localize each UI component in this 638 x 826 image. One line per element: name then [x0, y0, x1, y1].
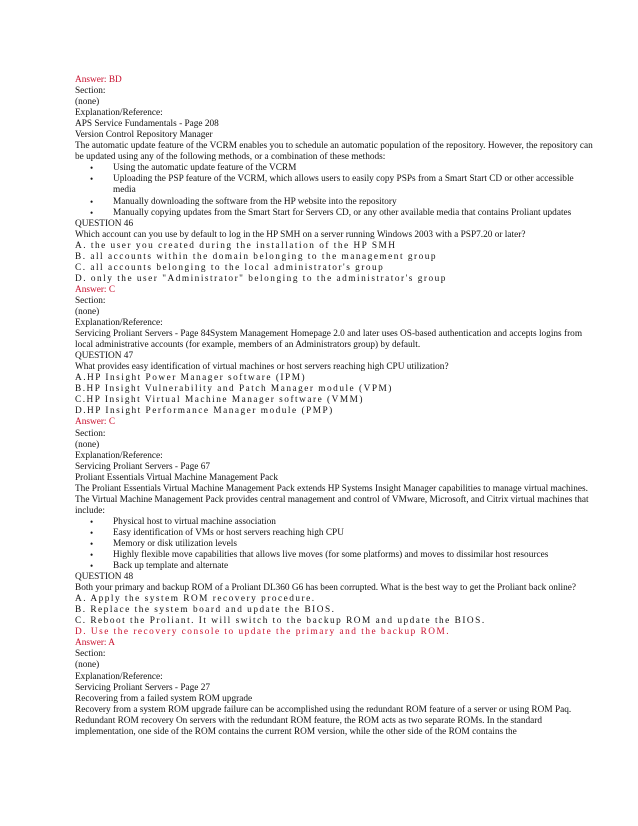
answer-option: A.HP Insight Power Manager software (IPM) — [75, 373, 307, 384]
section-value: (none) — [75, 439, 100, 450]
question-title: QUESTION 46 — [75, 218, 134, 229]
section-label: Section: — [75, 86, 106, 97]
bullet-list — [75, 163, 598, 218]
bullet-list — [75, 517, 598, 572]
answer-option: A. the user you created during the installation of the HP SMH — [75, 240, 397, 251]
answer-option: A. Apply the system ROM recovery procedure. — [75, 594, 316, 605]
answer-option: B. all accounts within the domain belonging to the management group — [75, 251, 438, 262]
explanation-paragraph: Recovery from a system ROM upgrade failure can be accomplished using the redundant ROM feature of a server or using ROM Paq. Redundant ROM recovery On servers with the redundant ROM feature, the ROM acts as two separate ROMs. In the standard implementation, one side of the ROM contains the current ROM version, while the other side of the ROM contains the — [75, 704, 572, 737]
bullet-icon: • — [90, 516, 94, 527]
explanation-label: Explanation/Reference: — [75, 450, 163, 461]
explanation-paragraph: The automatic update feature of the VCRM enables you to schedule an automatic population of the repository. However, the repository can be updated using any of the following methods, or a combination of these methods: — [75, 141, 593, 163]
section-label: Section: — [75, 428, 106, 439]
explanation-paragraph: The Proliant Essentials Virtual Machine Management Pack extends HP Systems Insight Manager capabilities to manage virtual machines. The Virtual Machine Management Pack provides central management and control of VMware, Microsoft, and Citrix virtual machines that include: — [75, 483, 589, 516]
answer-option: B.HP Insight Vulnerability and Patch Manager module (VPM) — [75, 384, 393, 395]
list-item: • Manually copying updates from the Smart Start for Servers CD, or any other available media that contains Proliant updates — [90, 207, 572, 218]
bullet-icon: • — [90, 163, 94, 174]
answer-option: D. only the user "Administrator" belonging to the administrator's group — [75, 273, 447, 284]
answer-option: B. Replace the system board and update the BIOS. — [75, 605, 336, 616]
explanation-paragraph: Servicing Proliant Servers - Page 84System Management Homepage 2.0 and later uses OS-based authentication and accepts logins from local administrative accounts (for example, members of an Administrators group) by default. — [75, 329, 583, 351]
bullet-icon: • — [90, 527, 94, 538]
answer-label: Answer: C — [75, 417, 116, 428]
answer-label: Answer: BD — [75, 75, 122, 85]
bullet-icon: • — [90, 550, 94, 561]
bullet-icon: • — [90, 196, 94, 207]
reference-line: Recovering from a failed system ROM upgrade — [75, 693, 253, 704]
list-item: • Highly flexible move capabilities that allows live moves (for some platforms) and moves to dissimilar host resources — [90, 550, 549, 561]
answer-option: C.HP Insight Virtual Machine Manager software (VMM) — [75, 395, 364, 406]
explanation-label: Explanation/Reference: — [75, 108, 163, 119]
answer-label: Answer: A — [75, 638, 116, 649]
bullet-icon: • — [90, 538, 94, 549]
reference-line: Servicing Proliant Servers - Page 67 — [75, 461, 211, 472]
reference-line: APS Service Fundamentals - Page 208 — [75, 119, 219, 130]
list-item: • Using the automatic update feature of the VCRM — [90, 163, 297, 174]
section-value: (none) — [75, 306, 100, 317]
question-text: Which account can you use by default to log in the HP SMH on a server running Windows 2003 with a PSP7.20 or later? — [75, 229, 526, 240]
answer-option: C. Reboot the Proliant. It will switch to the backup ROM and update the BIOS. — [75, 616, 486, 627]
section-label: Section: — [75, 295, 106, 306]
explanation-label: Explanation/Reference: — [75, 671, 163, 682]
explanation-label: Explanation/Reference: — [75, 318, 163, 329]
question-text: Both your primary and backup ROM of a Proliant DL360 G6 has been corrupted. What is the best way to get the Proliant back online? — [75, 583, 576, 594]
bullet-icon: • — [90, 561, 94, 572]
question-title: QUESTION 48 — [75, 572, 134, 583]
answer-option: D.HP Insight Performance Manager module (PMP) — [75, 406, 334, 417]
section-label: Section: — [75, 649, 106, 660]
list-item: • Manually downloading the software from the HP website into the repository — [90, 196, 397, 207]
reference-line: Servicing Proliant Servers - Page 27 — [75, 682, 211, 693]
question-title: QUESTION 47 — [75, 351, 134, 362]
reference-line: Version Control Repository Manager — [75, 130, 213, 141]
list-item: • Uploading the PSP feature of the VCRM, which allows users to easily copy PSPs from a Smart Start CD or other accessible media — [90, 174, 574, 196]
list-item: • Easy identification of VMs or host servers reaching high CPU — [90, 527, 344, 538]
answer-option: C. all accounts belonging to the local administrator's group — [75, 262, 385, 273]
bullet-icon: • — [90, 207, 94, 218]
bullet-icon: • — [90, 174, 94, 185]
list-item: • Physical host to virtual machine association — [90, 516, 276, 527]
list-item: • Back up template and alternate — [90, 561, 229, 572]
reference-line: Proliant Essentials Virtual Machine Management Pack — [75, 472, 278, 483]
answer-label: Answer: C — [75, 284, 116, 295]
section-value: (none) — [75, 97, 100, 108]
list-item: • Memory or disk utilization levels — [90, 538, 237, 549]
question-text: What provides easy identification of virtual machines or host servers reaching high CPU utilization? — [75, 362, 449, 373]
section-value: (none) — [75, 660, 100, 671]
answer-option: D. Use the recovery console to update the primary and the backup ROM. — [75, 627, 451, 638]
